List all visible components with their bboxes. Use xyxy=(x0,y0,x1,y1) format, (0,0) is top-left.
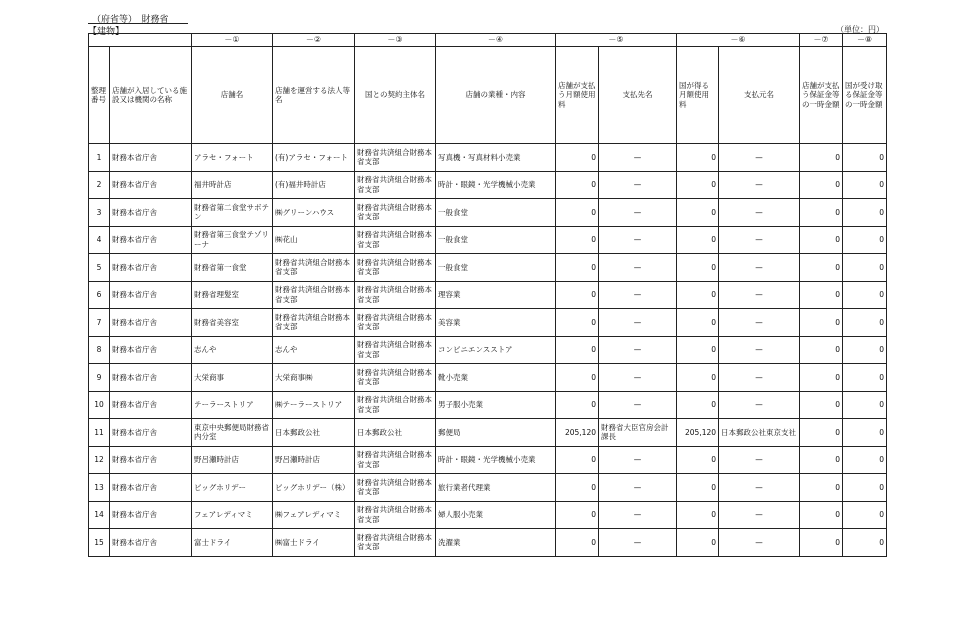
cell-no: 15 xyxy=(89,529,110,557)
cell-payer: — xyxy=(719,501,800,529)
mark-5: －⑤ xyxy=(556,34,677,47)
cell-state-monthly-fee: 0 xyxy=(677,281,719,309)
cell-payer: — xyxy=(719,281,800,309)
mark-7: －⑦ xyxy=(800,34,843,47)
cell-store-deposit: 0 xyxy=(800,529,843,557)
cell-payee: — xyxy=(599,529,677,557)
cell-facility: 財務本省庁舎 xyxy=(110,529,192,557)
cell-payer: — xyxy=(719,364,800,392)
cell-contractor: 財務省共済組合財務本省支部 xyxy=(355,391,436,419)
cell-state-deposit: 0 xyxy=(843,336,887,364)
cell-store-name: 財務省第二食堂サボテン xyxy=(192,199,273,227)
cell-payer: 日本郵政公社東京支社 xyxy=(719,419,800,447)
cell-operator: ㈱フェアレディマミ xyxy=(273,501,355,529)
cell-payee: — xyxy=(599,144,677,172)
cell-business: コンビニエンスストア xyxy=(436,336,556,364)
cell-business: 美容業 xyxy=(436,309,556,337)
cell-operator: ㈱グリーンハウス xyxy=(273,199,355,227)
cell-operator: ㈱花山 xyxy=(273,226,355,254)
cell-payer: — xyxy=(719,309,800,337)
cell-facility: 財務本省庁舎 xyxy=(110,144,192,172)
header-payee: 支払先名 xyxy=(599,47,677,144)
cell-store-name: 財務省理髪室 xyxy=(192,281,273,309)
cell-business: 郵便局 xyxy=(436,419,556,447)
cell-store-name: アラセ・フォート xyxy=(192,144,273,172)
cell-store-deposit: 0 xyxy=(800,391,843,419)
cell-facility: 財務本省庁舎 xyxy=(110,309,192,337)
cell-facility: 財務本省庁舎 xyxy=(110,474,192,502)
cell-operator: ㈱テーラーストリア xyxy=(273,391,355,419)
cell-contractor: 財務省共済組合財務本省支部 xyxy=(355,226,436,254)
cell-contractor: 財務省共済組合財務本省支部 xyxy=(355,446,436,474)
cell-store-monthly-fee: 0 xyxy=(556,391,599,419)
table-row xyxy=(89,529,887,557)
cell-store-name: 大栄商事 xyxy=(192,364,273,392)
cell-operator: 大栄商事㈱ xyxy=(273,364,355,392)
cell-facility: 財務本省庁舎 xyxy=(110,391,192,419)
cell-state-deposit: 0 xyxy=(843,226,887,254)
cell-no: 5 xyxy=(89,254,110,282)
cell-store-name: 財務省第一食堂 xyxy=(192,254,273,282)
table-row xyxy=(89,364,887,392)
cell-operator: 財務省共済組合財務本省支部 xyxy=(273,281,355,309)
cell-payer: — xyxy=(719,254,800,282)
cell-facility: 財務本省庁舎 xyxy=(110,419,192,447)
table-row xyxy=(89,199,887,227)
cell-operator: ビッグホリデー（株） xyxy=(273,474,355,502)
header-contractor: 国との契約主体名 xyxy=(355,47,436,144)
cell-business: 理容業 xyxy=(436,281,556,309)
cell-contractor: 財務省共済組合財務本省支部 xyxy=(355,474,436,502)
cell-payee: — xyxy=(599,199,677,227)
cell-state-deposit: 0 xyxy=(843,474,887,502)
cell-state-deposit: 0 xyxy=(843,309,887,337)
section-label: 【建物】 xyxy=(88,27,125,37)
header-store-name: 店舗名 xyxy=(192,47,273,144)
cell-state-deposit: 0 xyxy=(843,281,887,309)
cell-store-deposit: 0 xyxy=(800,199,843,227)
cell-state-deposit: 0 xyxy=(843,254,887,282)
table-row xyxy=(89,446,887,474)
table-row xyxy=(89,309,887,337)
cell-no: 14 xyxy=(89,501,110,529)
cell-store-monthly-fee: 0 xyxy=(556,309,599,337)
cell-facility: 財務本省庁舎 xyxy=(110,364,192,392)
cell-facility: 財務本省庁舎 xyxy=(110,171,192,199)
cell-contractor: 日本郵政公社 xyxy=(355,419,436,447)
mark-4: －④ xyxy=(436,34,556,47)
cell-state-monthly-fee: 0 xyxy=(677,226,719,254)
cell-no: 9 xyxy=(89,364,110,392)
cell-contractor: 財務省共済組合財務本省支部 xyxy=(355,254,436,282)
mark-2: －② xyxy=(273,34,355,47)
cell-state-monthly-fee: 0 xyxy=(677,199,719,227)
column-header-row xyxy=(89,47,887,144)
cell-store-name: 福井時計店 xyxy=(192,171,273,199)
cell-state-monthly-fee: 0 xyxy=(677,254,719,282)
cell-contractor: 財務省共済組合財務本省支部 xyxy=(355,309,436,337)
cell-facility: 財務本省庁舎 xyxy=(110,226,192,254)
cell-no: 6 xyxy=(89,281,110,309)
cell-operator: 財務省共済組合財務本省支部 xyxy=(273,309,355,337)
cell-payer: — xyxy=(719,474,800,502)
cell-facility: 財務本省庁舎 xyxy=(110,281,192,309)
cell-state-monthly-fee: 0 xyxy=(677,364,719,392)
cell-payee: — xyxy=(599,364,677,392)
cell-no: 7 xyxy=(89,309,110,337)
header-store-deposit: 店舗が支払う保証金等の一時金額 xyxy=(800,47,843,144)
cell-operator: ㈱富士ドライ xyxy=(273,529,355,557)
cell-state-monthly-fee: 0 xyxy=(677,171,719,199)
cell-contractor: 財務省共済組合財務本省支部 xyxy=(355,501,436,529)
cell-facility: 財務本省庁舎 xyxy=(110,199,192,227)
cell-facility: 財務本省庁舎 xyxy=(110,336,192,364)
column-mark-row xyxy=(89,34,887,47)
ministry-label: （府省等） 財務省 xyxy=(92,15,169,25)
cell-payer: — xyxy=(719,391,800,419)
cell-no: 4 xyxy=(89,226,110,254)
table-row xyxy=(89,474,887,502)
cell-no: 10 xyxy=(89,391,110,419)
cell-store-monthly-fee: 0 xyxy=(556,171,599,199)
cell-state-monthly-fee: 0 xyxy=(677,501,719,529)
cell-store-monthly-fee: 0 xyxy=(556,336,599,364)
cell-store-deposit: 0 xyxy=(800,501,843,529)
cell-store-deposit: 0 xyxy=(800,144,843,172)
table-row xyxy=(89,144,887,172)
cell-payer: — xyxy=(719,529,800,557)
cell-business: 靴小売業 xyxy=(436,364,556,392)
cell-state-deposit: 0 xyxy=(843,199,887,227)
cell-store-deposit: 0 xyxy=(800,419,843,447)
cell-contractor: 財務省共済組合財務本省支部 xyxy=(355,171,436,199)
cell-store-deposit: 0 xyxy=(800,336,843,364)
cell-state-deposit: 0 xyxy=(843,446,887,474)
cell-operator: 志んや xyxy=(273,336,355,364)
cell-store-monthly-fee: 0 xyxy=(556,364,599,392)
table-row xyxy=(89,281,887,309)
cell-state-deposit: 0 xyxy=(843,529,887,557)
table-row xyxy=(89,501,887,529)
header-state-monthly-fee: 国が得る月額使用料 xyxy=(677,47,719,144)
cell-facility: 財務本省庁舎 xyxy=(110,501,192,529)
cell-state-monthly-fee: 0 xyxy=(677,529,719,557)
cell-operator: 財務省共済組合財務本省支部 xyxy=(273,254,355,282)
header-business: 店舗の業種・内容 xyxy=(436,47,556,144)
cell-store-name: ビッグホリデー xyxy=(192,474,273,502)
cell-payee: — xyxy=(599,446,677,474)
cell-operator: (有)福井時計店 xyxy=(273,171,355,199)
cell-store-name: テーラーストリア xyxy=(192,391,273,419)
cell-store-deposit: 0 xyxy=(800,254,843,282)
cell-payer: — xyxy=(719,199,800,227)
cell-store-monthly-fee: 0 xyxy=(556,144,599,172)
cell-state-monthly-fee: 205,120 xyxy=(677,419,719,447)
cell-no: 11 xyxy=(89,419,110,447)
cell-store-monthly-fee: 0 xyxy=(556,281,599,309)
cell-store-deposit: 0 xyxy=(800,474,843,502)
table-row xyxy=(89,391,887,419)
cell-state-deposit: 0 xyxy=(843,171,887,199)
header-state-deposit: 国が受け取る保証金等の一時金額 xyxy=(843,47,887,144)
cell-store-monthly-fee: 0 xyxy=(556,199,599,227)
cell-payee: — xyxy=(599,391,677,419)
cell-store-name: 志んや xyxy=(192,336,273,364)
cell-state-monthly-fee: 0 xyxy=(677,144,719,172)
header-store-monthly-fee: 店舗が支払う月額使用料 xyxy=(556,47,599,144)
cell-store-monthly-fee: 0 xyxy=(556,474,599,502)
cell-store-deposit: 0 xyxy=(800,309,843,337)
cell-operator: (有)アラセ・フォート xyxy=(273,144,355,172)
cell-state-deposit: 0 xyxy=(843,419,887,447)
cell-store-monthly-fee: 205,120 xyxy=(556,419,599,447)
cell-state-deposit: 0 xyxy=(843,391,887,419)
cell-store-monthly-fee: 0 xyxy=(556,254,599,282)
cell-business: 時計・眼鏡・光学機械小売業 xyxy=(436,446,556,474)
cell-no: 1 xyxy=(89,144,110,172)
cell-store-name: 財務省第三食堂テゾリーナ xyxy=(192,226,273,254)
cell-payer: — xyxy=(719,336,800,364)
cell-store-name: 財務省美容室 xyxy=(192,309,273,337)
cell-business: 一般食堂 xyxy=(436,254,556,282)
cell-payee: — xyxy=(599,501,677,529)
header-payer: 支払元名 xyxy=(719,47,800,144)
mark-1: －① xyxy=(192,34,273,47)
cell-store-name: 野呂瀬時計店 xyxy=(192,446,273,474)
cell-contractor: 財務省共済組合財務本省支部 xyxy=(355,144,436,172)
cell-store-name: 富士ドライ xyxy=(192,529,273,557)
mark-3: －③ xyxy=(355,34,436,47)
cell-store-deposit: 0 xyxy=(800,171,843,199)
cell-payee: — xyxy=(599,309,677,337)
cell-payee: 財務省大臣官房会計課長 xyxy=(599,419,677,447)
cell-state-monthly-fee: 0 xyxy=(677,391,719,419)
cell-payee: — xyxy=(599,254,677,282)
cell-state-deposit: 0 xyxy=(843,144,887,172)
cell-no: 8 xyxy=(89,336,110,364)
cell-contractor: 財務省共済組合財務本省支部 xyxy=(355,529,436,557)
cell-no: 3 xyxy=(89,199,110,227)
cell-business: 男子服小売業 xyxy=(436,391,556,419)
table-row xyxy=(89,419,887,447)
cell-state-monthly-fee: 0 xyxy=(677,336,719,364)
mark-8: －⑧ xyxy=(843,34,887,47)
cell-business: 写真機・写真材料小売業 xyxy=(436,144,556,172)
unit-label: （単位：円） xyxy=(836,25,884,34)
cell-no: 12 xyxy=(89,446,110,474)
cell-facility: 財務本省庁舎 xyxy=(110,446,192,474)
cell-state-deposit: 0 xyxy=(843,364,887,392)
cell-business: 婦人服小売業 xyxy=(436,501,556,529)
cell-payer: — xyxy=(719,171,800,199)
cell-store-name: フェアレディマミ xyxy=(192,501,273,529)
cell-payee: — xyxy=(599,171,677,199)
cell-store-deposit: 0 xyxy=(800,226,843,254)
cell-payee: — xyxy=(599,226,677,254)
cell-business: 時計・眼鏡・光学機械小売業 xyxy=(436,171,556,199)
header-facility: 店舗が入居している施設又は機関の名称 xyxy=(110,47,192,144)
cell-business: 一般食堂 xyxy=(436,226,556,254)
cell-operator: 日本郵政公社 xyxy=(273,419,355,447)
cell-no: 13 xyxy=(89,474,110,502)
cell-payer: — xyxy=(719,226,800,254)
table-row xyxy=(89,254,887,282)
cell-store-monthly-fee: 0 xyxy=(556,226,599,254)
cell-payer: — xyxy=(719,446,800,474)
cell-store-monthly-fee: 0 xyxy=(556,446,599,474)
cell-business: 一般食堂 xyxy=(436,199,556,227)
cell-store-deposit: 0 xyxy=(800,446,843,474)
cell-facility: 財務本省庁舎 xyxy=(110,254,192,282)
cell-state-monthly-fee: 0 xyxy=(677,309,719,337)
table-row xyxy=(89,226,887,254)
cell-store-deposit: 0 xyxy=(800,281,843,309)
cell-business: 旅行業者代理業 xyxy=(436,474,556,502)
cell-operator: 野呂瀬時計店 xyxy=(273,446,355,474)
cell-business: 洗濯業 xyxy=(436,529,556,557)
cell-state-deposit: 0 xyxy=(843,501,887,529)
cell-store-deposit: 0 xyxy=(800,364,843,392)
mark-blank xyxy=(89,34,192,47)
header-no: 整理番号 xyxy=(89,47,110,144)
mark-6: －⑥ xyxy=(677,34,800,47)
cell-contractor: 財務省共済組合財務本省支部 xyxy=(355,281,436,309)
cell-payee: — xyxy=(599,474,677,502)
cell-payer: — xyxy=(719,144,800,172)
store-usage-table xyxy=(88,33,887,557)
cell-store-monthly-fee: 0 xyxy=(556,529,599,557)
table-row xyxy=(89,336,887,364)
cell-no: 2 xyxy=(89,171,110,199)
cell-contractor: 財務省共済組合財務本省支部 xyxy=(355,199,436,227)
cell-state-monthly-fee: 0 xyxy=(677,474,719,502)
cell-store-monthly-fee: 0 xyxy=(556,501,599,529)
header-operator: 店舗を運営する法人等名 xyxy=(273,47,355,144)
cell-payee: — xyxy=(599,281,677,309)
cell-contractor: 財務省共済組合財務本省支部 xyxy=(355,364,436,392)
table-body xyxy=(89,144,887,557)
cell-state-monthly-fee: 0 xyxy=(677,446,719,474)
table-row xyxy=(89,171,887,199)
cell-payee: — xyxy=(599,336,677,364)
cell-store-name: 東京中央郵便局財務省内分室 xyxy=(192,419,273,447)
cell-contractor: 財務省共済組合財務本省支部 xyxy=(355,336,436,364)
